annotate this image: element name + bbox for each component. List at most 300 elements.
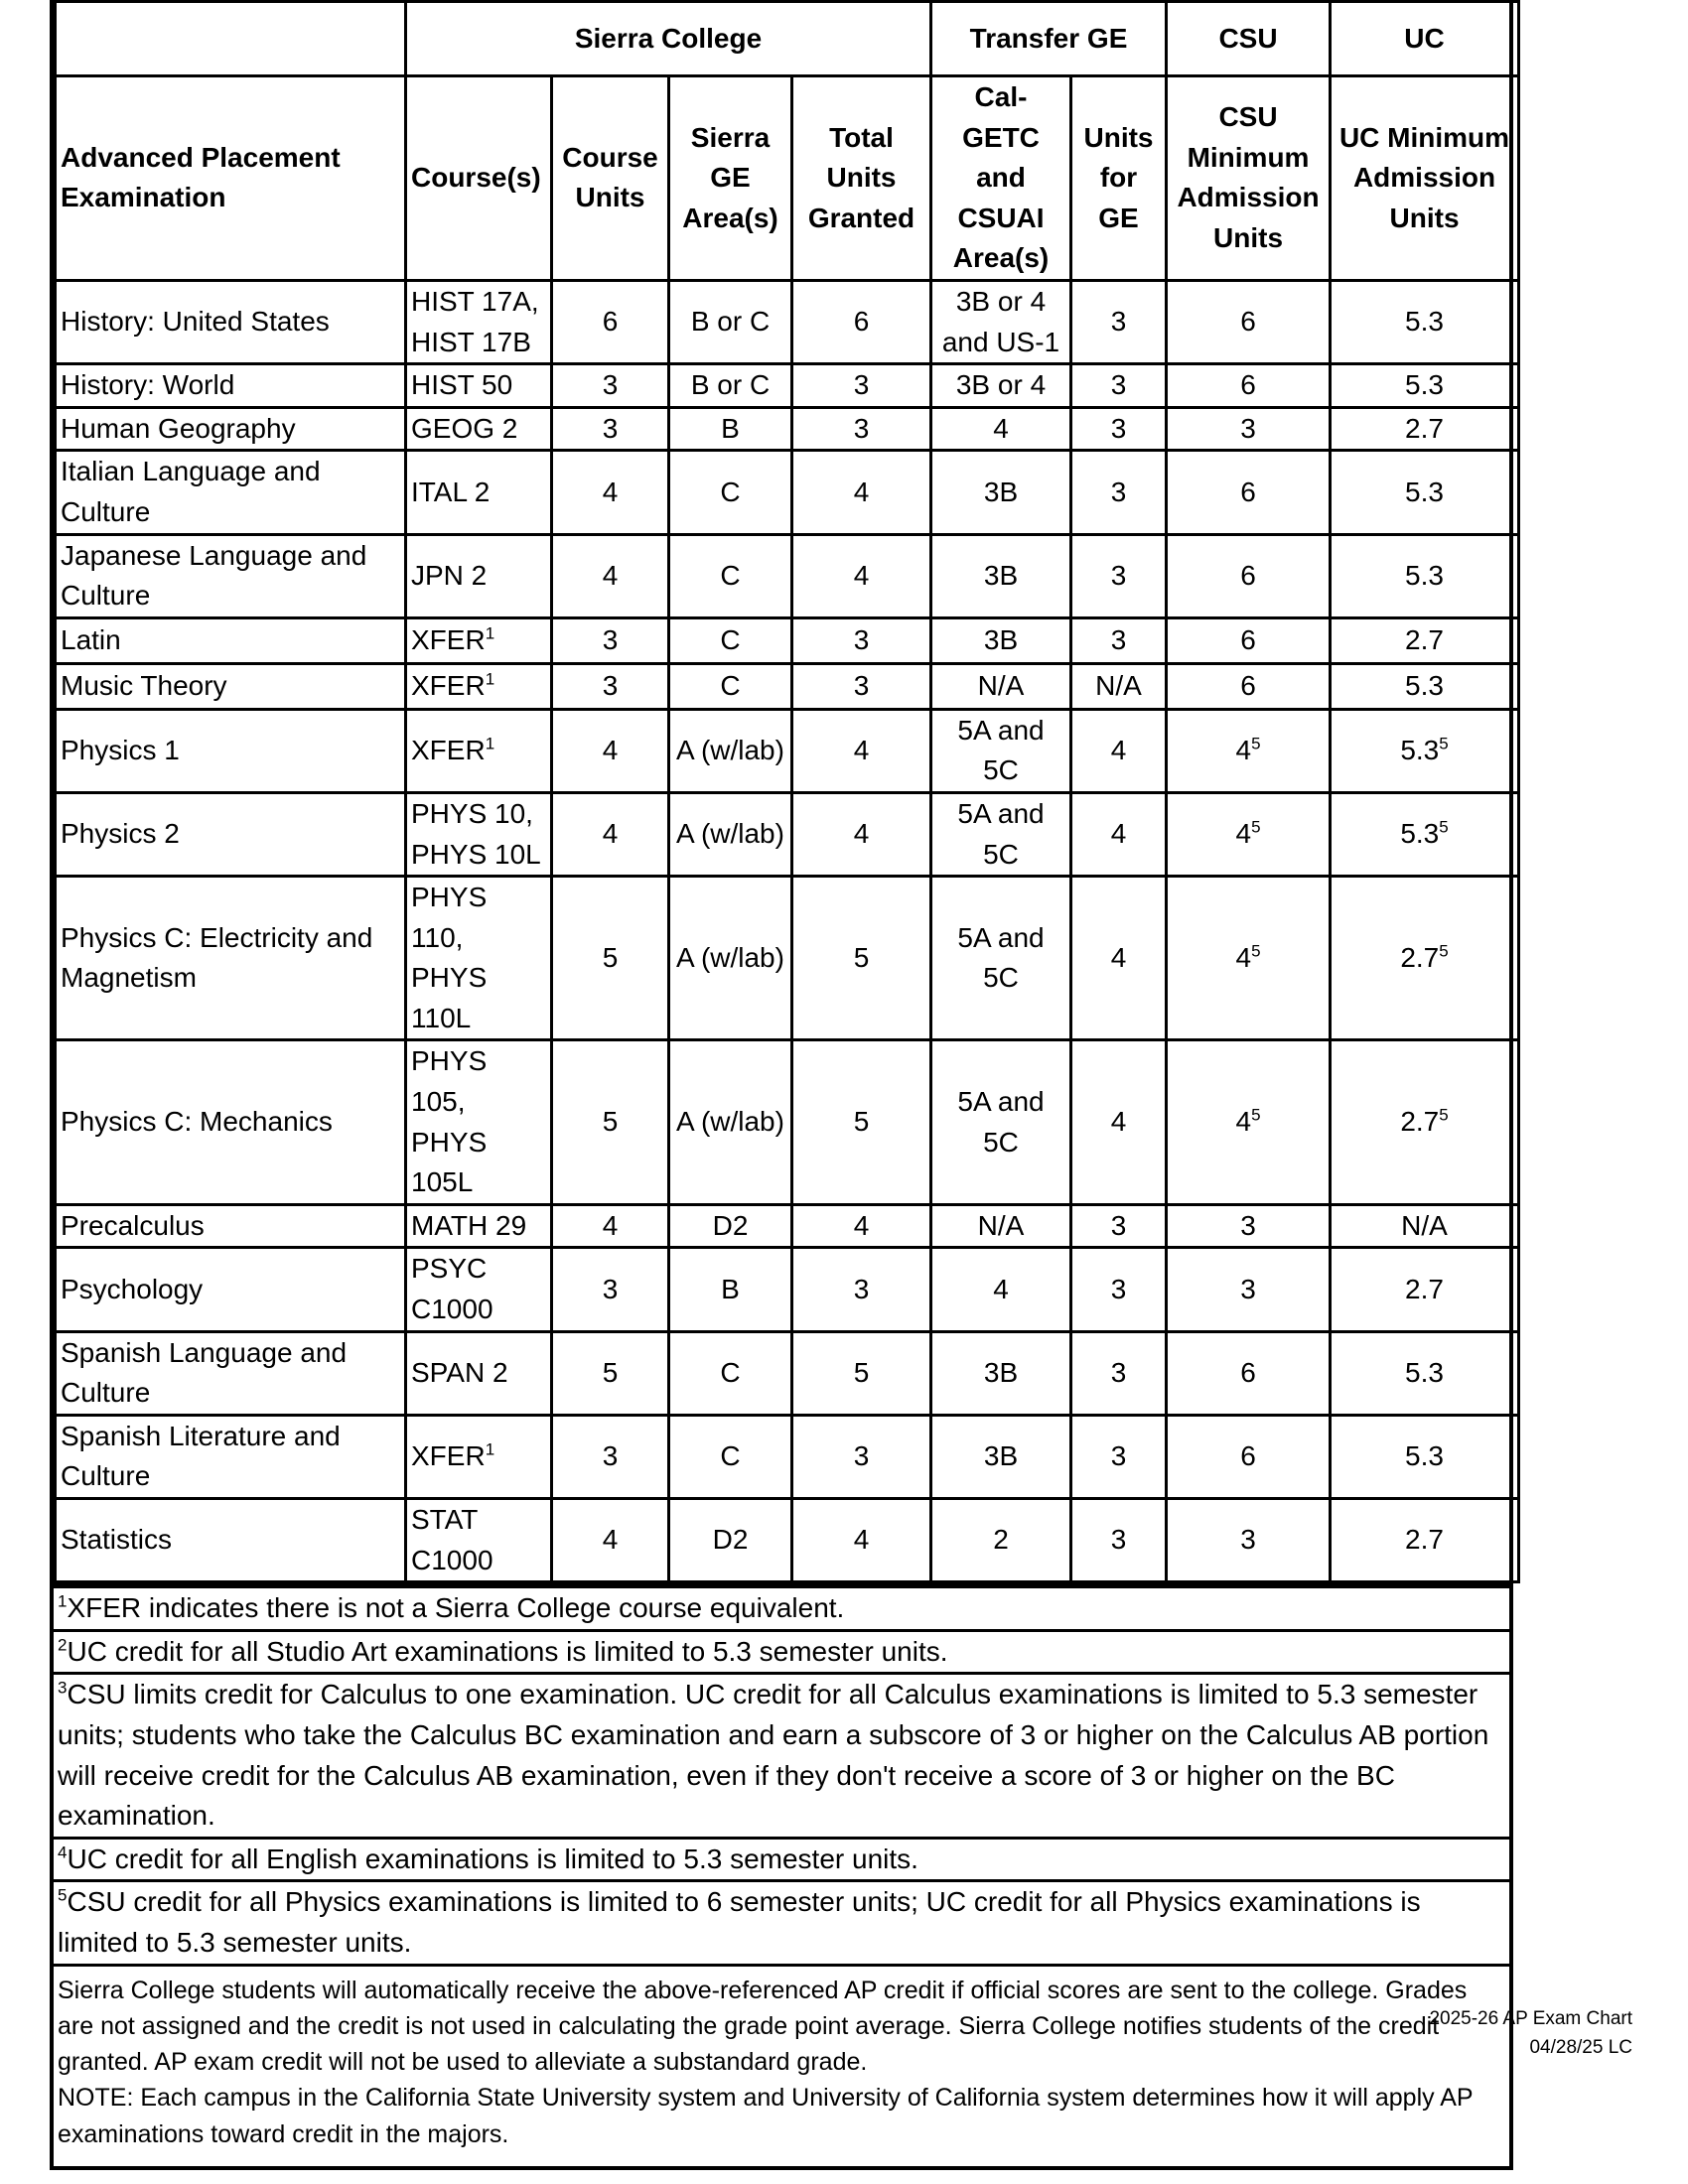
exam-cell [56,1415,406,1498]
exam-cell-text: Statistics [61,1524,173,1556]
sierra-ge-cell-text: B or C [690,306,771,338]
sierra-ge-cell [669,280,792,363]
total-units-cell-text: 3 [853,1440,870,1472]
uc-min-cell-text: 2.7 [1405,1273,1444,1304]
exam-cell [56,1248,406,1331]
exam-cell-text: Japanese Language and Culture [61,539,367,612]
ge-units-cell-text: N/A [1095,669,1142,701]
calgetc-cell-text: 5A and 5C [957,714,1045,786]
csu-min-cell [1167,1204,1331,1248]
csu-min-cell-text: 4 [1235,735,1252,766]
uc-min-cell [1331,451,1519,534]
col-csu-min: CSU Minimum Admission Units [1167,76,1331,281]
ge-units-cell [1071,1040,1167,1204]
footnotes [54,1583,1509,1966]
sierra-ge-cell [669,364,792,408]
ge-units-cell-text: 4 [1110,941,1127,973]
ge-units-cell [1071,451,1167,534]
footnote-number: 3 [58,1679,68,1699]
course-units-cell [552,1499,669,1582]
ge-units-cell-text: 3 [1110,1273,1127,1304]
exam-cell-text: Human Geography [61,412,296,444]
course-cell [406,1331,552,1415]
exam-cell [56,280,406,363]
exam-cell [56,663,406,709]
sierra-ge-cell [669,877,792,1040]
ge-units-cell [1071,877,1167,1040]
ge-units-cell [1071,280,1167,363]
ge-units-cell [1071,1499,1167,1582]
exam-cell [56,1331,406,1415]
course-units-cell-text: 4 [602,1209,619,1241]
footnote [54,1583,1509,1632]
calgetc-cell-text: 3B [983,623,1019,655]
uc-min-cell-text: 2.7 [1400,941,1440,973]
ge-units-cell [1071,617,1167,663]
course-cell [406,451,552,534]
ge-units-cell-text: 3 [1110,1440,1127,1472]
csu-min-cell [1167,617,1331,663]
total-units-cell [792,451,931,534]
csu-min-cell-text: 4 [1235,1106,1252,1138]
ge-units-cell [1071,407,1167,451]
uc-min-cell [1331,663,1519,709]
sierra-ge-cell [669,1499,792,1582]
total-units-cell-text: 4 [853,559,870,591]
uc-min-cell [1331,364,1519,408]
exam-cell [56,534,406,617]
footer-chart-title: 2025-26 AP Exam Chart [1429,2008,1632,2029]
sierra-ge-cell-text: A (w/lab) [676,941,784,973]
col-ge-units: Units for GE [1071,76,1167,281]
calgetc-cell [931,1040,1071,1204]
table-row [56,663,1519,709]
uc-min-cell-text: 5.3 [1400,735,1440,766]
course-units-cell [552,1204,669,1248]
exam-cell [56,1040,406,1204]
sierra-ge-cell-text: C [720,559,741,591]
ge-units-cell [1071,663,1167,709]
exam-cell-text: Spanish Literature and Culture [61,1420,341,1492]
csu-min-cell [1167,280,1331,363]
uc-min-cell-text: 5.3 [1405,1440,1444,1472]
sierra-ge-cell [669,709,792,792]
total-units-cell [792,1040,931,1204]
ge-units-cell-text: 4 [1110,818,1127,850]
calgetc-cell-text: 4 [993,412,1009,444]
uc-min-cell-text: 5.3 [1405,559,1444,591]
sierra-ge-cell-text: C [720,623,741,655]
calgetc-cell [931,709,1071,792]
exam-cell-text: Spanish Language and Culture [61,1336,348,1409]
course-units-cell [552,792,669,876]
csu-min-cell [1167,534,1331,617]
exam-cell [56,1204,406,1248]
total-units-cell [792,534,931,617]
total-units-cell-text: 3 [853,1273,870,1304]
ge-units-cell [1071,534,1167,617]
uc-min-cell [1331,709,1519,792]
footnote [54,1840,1509,1883]
sierra-ge-cell-text: B or C [690,369,771,401]
footnote-number: 5 [58,1886,68,1906]
ge-units-cell [1071,1248,1167,1331]
column-header-row [56,76,1519,281]
course-units-cell [552,709,669,792]
sierra-ge-cell-text: D2 [712,1209,749,1241]
csu-min-cell [1167,364,1331,408]
calgetc-cell [931,451,1071,534]
total-units-cell-text: 4 [853,735,870,766]
course-cell [406,407,552,451]
csu-min-cell-text: 4 [1235,818,1252,850]
course-cell-text: HIST 50 [411,369,513,401]
group-sierra-college: Sierra College [406,2,931,76]
csu-min-cell-text: 6 [1240,669,1256,701]
csu-min-cell [1167,1040,1331,1204]
footnote-marker: 1 [485,734,495,753]
footnote-marker: 5 [1439,1106,1449,1126]
footnote-marker: 5 [1251,734,1261,753]
course-units-cell-text: 3 [602,369,619,401]
csu-min-cell [1167,792,1331,876]
col-uc-min: UC Minimum Admission Units [1331,76,1519,281]
course-units-cell-text: 5 [602,1356,619,1388]
ge-units-cell [1071,792,1167,876]
csu-min-cell [1167,1331,1331,1415]
sierra-ge-cell [669,1248,792,1331]
course-units-cell [552,617,669,663]
calgetc-cell-text: 3B [983,476,1019,507]
csu-min-cell-text: 6 [1240,1356,1256,1388]
csu-min-cell [1167,1248,1331,1331]
uc-min-cell-text: 5.3 [1405,369,1444,401]
course-units-cell [552,451,669,534]
ge-units-cell-text: 4 [1110,1106,1127,1138]
exam-cell-text: Physics 1 [61,735,180,766]
total-units-cell [792,364,931,408]
uc-min-cell [1331,877,1519,1040]
csu-min-cell-text: 3 [1240,412,1256,444]
csu-min-cell [1167,877,1331,1040]
course-units-cell-text: 5 [602,1106,619,1138]
course-cell [406,1415,552,1498]
group-csu: CSU [1167,2,1331,76]
course-cell [406,1040,552,1204]
csu-min-cell [1167,1415,1331,1498]
ge-units-cell-text: 3 [1110,1209,1127,1241]
ge-units-cell-text: 3 [1110,1524,1127,1556]
course-units-cell-text: 3 [602,412,619,444]
total-units-cell [792,280,931,363]
calgetc-cell-text: 3B [983,1440,1019,1472]
calgetc-cell [931,617,1071,663]
calgetc-cell-text: 3B [983,1356,1019,1388]
course-units-cell-text: 3 [602,1273,619,1304]
uc-min-cell [1331,617,1519,663]
course-units-cell-text: 4 [602,735,619,766]
ge-units-cell [1071,1331,1167,1415]
csu-min-cell-text: 3 [1240,1524,1256,1556]
ap-exam-chart [50,0,1513,2170]
footnote-text: XFER indicates there is not a Sierra College course equivalent. [67,1592,845,1624]
sierra-ge-cell-text: A (w/lab) [676,818,784,850]
footnote [54,1675,1509,1839]
uc-min-cell-text: 2.7 [1405,1524,1444,1556]
course-units-cell-text: 4 [602,1524,619,1556]
course-cell [406,617,552,663]
uc-min-cell [1331,792,1519,876]
course-cell [406,792,552,876]
csu-min-cell-text: 6 [1240,559,1256,591]
footnote [54,1632,1509,1676]
sierra-ge-cell-text: C [720,476,741,507]
course-units-cell [552,1248,669,1331]
sierra-ge-cell [669,534,792,617]
footnote-text: CSU limits credit for Calculus to one examination. UC credit for all Calculus examinations is limited to 5.3 semester units; students who take the Calculus BC examination and earn a subscore of 3 or higher on the Calculus AB portion will receive credit for the Calculus AB examination, even if they don't receive a score of 3 or higher on the BC examination. [58,1679,1489,1832]
total-units-cell-text: 4 [853,476,870,507]
exam-cell-text: History: World [61,369,235,401]
course-units-cell [552,407,669,451]
total-units-cell [792,1331,931,1415]
csu-min-cell-text: 6 [1240,476,1256,507]
course-units-cell-text: 6 [602,306,619,338]
footnote [54,1882,1509,1966]
csu-min-cell-text: 6 [1240,306,1256,338]
calgetc-cell-text: 3B [983,559,1019,591]
total-units-cell [792,663,931,709]
total-units-cell-text: 3 [853,412,870,444]
footnote-number: 4 [58,1843,68,1862]
csu-min-cell [1167,1499,1331,1582]
course-cell-text: STAT C1000 [411,1504,493,1575]
group-transfer-ge: Transfer GE [931,2,1167,76]
ge-units-cell-text: 3 [1110,369,1127,401]
course-cell-text: ITAL 2 [411,476,491,507]
exam-cell-text: Psychology [61,1273,204,1304]
course-cell-text: PHYS 10, PHYS 10L [411,797,541,870]
course-cell [406,1248,552,1331]
total-units-cell-text: 4 [853,1524,870,1556]
ge-units-cell-text: 4 [1110,735,1127,766]
table-body [56,280,1519,1581]
calgetc-cell [931,534,1071,617]
course-cell [406,877,552,1040]
uc-min-cell-text: 2.7 [1405,412,1444,444]
course-cell-text: JPN 2 [411,559,488,591]
course-cell-text: XFER [411,735,486,766]
course-units-cell [552,534,669,617]
calgetc-cell [931,1331,1071,1415]
course-units-cell [552,364,669,408]
calgetc-cell [931,1248,1071,1331]
ge-units-cell [1071,364,1167,408]
ge-units-cell-text: 3 [1110,306,1127,338]
calgetc-cell-text: 2 [993,1524,1009,1556]
course-units-cell [552,877,669,1040]
course-units-cell [552,280,669,363]
exam-cell [56,792,406,876]
sierra-ge-cell-text: B [721,412,740,444]
course-cell [406,534,552,617]
policy-note: NOTE: Each campus in the California State University system and University of California system determines how it will apply AP examinations toward credit in the majors. [58,2084,1474,2148]
csu-min-cell-text: 4 [1235,941,1252,973]
calgetc-cell [931,407,1071,451]
csu-min-cell [1167,407,1331,451]
sierra-ge-cell-text: A (w/lab) [676,735,784,766]
calgetc-cell [931,1204,1071,1248]
exam-cell [56,1499,406,1582]
table-row [56,407,1519,451]
exam-cell [56,451,406,534]
course-cell [406,663,552,709]
exam-cell [56,407,406,451]
total-units-cell-text: 3 [853,623,870,655]
course-cell-text: GEOG 2 [411,412,518,444]
csu-min-cell [1167,709,1331,792]
footnote-marker: 5 [1251,1106,1261,1126]
uc-min-cell-text: 5.3 [1405,1356,1444,1388]
total-units-cell [792,709,931,792]
table-row [56,792,1519,876]
total-units-cell [792,1204,931,1248]
exam-cell [56,364,406,408]
col-course: Course(s) [406,76,552,281]
uc-min-cell [1331,1331,1519,1415]
course-units-cell-text: 4 [602,476,619,507]
footnote-marker: 5 [1251,941,1261,961]
footnote-number: 2 [58,1635,68,1655]
uc-min-cell-text: 5.3 [1400,818,1440,850]
table-row [56,280,1519,363]
exam-cell-text: Music Theory [61,669,227,701]
sierra-ge-cell [669,1331,792,1415]
calgetc-cell [931,792,1071,876]
table-row [56,877,1519,1040]
course-units-cell-text: 3 [602,1440,619,1472]
course-cell-text: XFER [411,623,486,655]
course-cell-text: SPAN 2 [411,1356,508,1388]
csu-min-cell [1167,663,1331,709]
sierra-ge-cell [669,1415,792,1498]
footnote-text: CSU credit for all Physics examinations is limited to 6 semester units; UC credit for all Physics examinations is limited to 5.3 semester units. [58,1886,1421,1958]
total-units-cell [792,407,931,451]
course-cell [406,709,552,792]
ge-units-cell-text: 3 [1110,559,1127,591]
total-units-cell-text: 4 [853,1209,870,1241]
uc-min-cell [1331,1204,1519,1248]
course-cell [406,1204,552,1248]
csu-min-cell-text: 6 [1240,369,1256,401]
uc-min-cell [1331,534,1519,617]
total-units-cell-text: 5 [853,1106,870,1138]
sierra-ge-cell-text: A (w/lab) [676,1106,784,1138]
footnote-number: 1 [58,1591,68,1611]
footnote-text: UC credit for all English examinations is limited to 5.3 semester units. [67,1843,918,1874]
total-units-cell [792,877,931,1040]
col-course-units: Course Units [552,76,669,281]
ge-units-cell-text: 3 [1110,1356,1127,1388]
sierra-ge-cell [669,663,792,709]
footnote-marker: 5 [1439,941,1449,961]
col-calgetc: Cal-GETC and CSUAI Area(s) [931,76,1071,281]
course-units-cell [552,1415,669,1498]
calgetc-cell [931,877,1071,1040]
ge-units-cell-text: 3 [1110,476,1127,507]
course-units-cell-text: 4 [602,559,619,591]
table-row [56,364,1519,408]
calgetc-cell [931,364,1071,408]
sierra-ge-cell-text: B [721,1273,740,1304]
calgetc-cell-text: 4 [993,1273,1009,1304]
uc-min-cell [1331,1040,1519,1204]
course-cell [406,280,552,363]
course-units-cell [552,1040,669,1204]
table-row [56,617,1519,663]
calgetc-cell-text: 5A and 5C [957,797,1045,870]
uc-min-cell-text: N/A [1401,1209,1448,1241]
calgetc-cell-text: 5A and 5C [957,1086,1045,1158]
sierra-ge-cell-text: C [720,1440,741,1472]
uc-min-cell-text: 5.3 [1405,669,1444,701]
exam-cell-text: Physics C: Electricity and Magnetism [61,921,373,994]
calgetc-cell [931,280,1071,363]
total-units-cell [792,1248,931,1331]
exam-cell-text: Latin [61,623,121,655]
sierra-ge-cell-text: C [720,669,741,701]
uc-min-cell [1331,1499,1519,1582]
uc-min-cell-text: 2.7 [1400,1106,1440,1138]
calgetc-cell-text: 5A and 5C [957,921,1045,994]
course-cell-text: PHYS 105, PHYS 105L [411,1045,488,1198]
uc-min-cell [1331,1248,1519,1331]
col-exam: Advanced Placement Examination [56,76,406,281]
course-units-cell [552,663,669,709]
calgetc-cell-text: N/A [977,1209,1025,1241]
table-row [56,1331,1519,1415]
course-units-cell-text: 3 [602,623,619,655]
course-units-cell-text: 4 [602,818,619,850]
calgetc-cell [931,663,1071,709]
sierra-ge-cell-text: C [720,1356,741,1388]
course-cell-text: PHYS 110, PHYS 110L [411,882,488,1033]
table-row [56,1499,1519,1582]
exam-cell [56,877,406,1040]
exam-cell [56,709,406,792]
total-units-cell-text: 3 [853,369,870,401]
course-cell-text: XFER [411,669,486,701]
ge-units-cell [1071,1204,1167,1248]
ge-units-cell [1071,1415,1167,1498]
sierra-ge-cell [669,1040,792,1204]
ge-units-cell [1071,709,1167,792]
total-units-cell [792,1415,931,1498]
course-units-cell-text: 5 [602,941,619,973]
blank-header-cell [56,2,406,76]
footnote-text: UC credit for all Studio Art examinations is limited to 5.3 semester units. [67,1635,948,1667]
total-units-cell [792,617,931,663]
course-units-cell [552,1331,669,1415]
footnote-marker: 1 [485,669,495,689]
footnote-marker: 1 [485,1439,495,1459]
sierra-ge-cell [669,1204,792,1248]
total-units-cell [792,1499,931,1582]
group-uc: UC [1331,2,1519,76]
uc-min-cell-text: 2.7 [1405,623,1444,655]
page-footer [1429,2005,1632,2062]
total-units-cell-text: 5 [853,1356,870,1388]
uc-min-cell [1331,1415,1519,1498]
